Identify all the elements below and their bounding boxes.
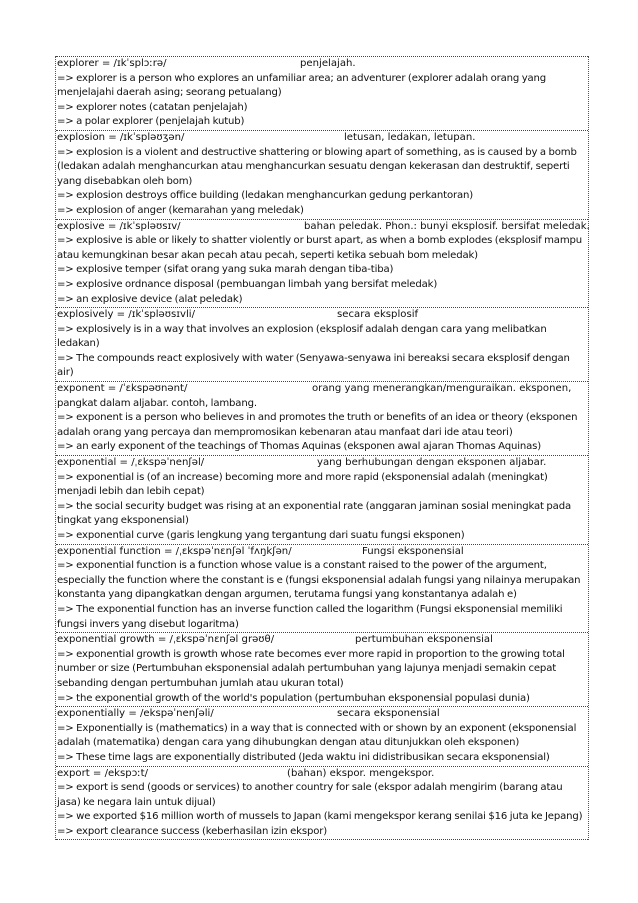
entry-line: => we exported $16 million worth of mussels to Japan (kami mengekspor kerang senilai $16 juta ke Jepang) (57, 811, 583, 823)
entry-headword: explorer = /ɪkˈsplɔːrə/ (57, 58, 167, 69)
dictionary-entry (56, 544, 588, 633)
entry-headline (57, 382, 587, 397)
entry-line: => exponential growth is growth whose rate becomes ever more rapid in proportion to the growing total number or size (Pertumbuhan eksponensial adalah pertumbuhan yang lajunya menjadi semakin cepat sebanding dengan pertumbuhan jumlah atau ukuran total) (57, 648, 565, 689)
dictionary-entry (56, 130, 588, 219)
entry-line: => explorer is a person who explores an unfamiliar area; an adventurer (explorer adalah orang yang menjelajahi daerah asing; seorang petualang) (57, 72, 547, 99)
entry-headline (57, 767, 587, 782)
entry-meaning: pertumbuhan eksponensial (355, 634, 493, 646)
entry-line: => explosive is able or likely to shatter violently or burst apart, as when a bomb explodes (eksplosif mampu atau kemungkinan besar akan pecah atau pecah, seperti ketika sebuah bom meledak) (57, 235, 583, 261)
dictionary-entry (56, 219, 588, 308)
entry-meaning: bahan peledak. Phon.: bunyi eksplosif. bersifat meledak. (304, 220, 590, 232)
entry-headword: exponential growth = /ˌɛkspəˈnɛnʃəl grəʊθ/ (57, 634, 275, 646)
entry-meaning: penjelajah. (300, 58, 356, 69)
entry-line: => The exponential function has an inverse function called the logarithm (Fungsi eksponensial memiliki fungsi invers yang disebut logaritma) (57, 603, 563, 630)
dictionary-entry (56, 455, 588, 544)
entry-headword: explosively = /ɪkˈspləʊsɪvli/ (57, 309, 195, 321)
dictionary-entry (56, 381, 588, 455)
entry-headline (57, 707, 587, 722)
entry-line: => explosive ordnance disposal (pembuangan limbah yang bersifat meledak) (57, 278, 438, 290)
dictionary-page (55, 56, 589, 840)
entry-headword: explosion = /ɪkˈspləʊʒən/ (57, 131, 185, 143)
dictionary-entry (56, 766, 588, 841)
entry-meaning: secara eksponensial (337, 708, 440, 720)
entry-headline (57, 308, 587, 323)
entry-line: => exponent is a person who believes in and promotes the truth or benefits of an idea or theory (eksponen adalah orang yang percaya dan mempromosikan kebenaran atau manfaat dari ide atau teori) (57, 412, 578, 438)
dictionary-entry (56, 307, 588, 381)
entry-line: => The compounds react explosively with water (Senyawa-senyawa ini bereaksi secara eksplosif dengan air) (57, 352, 570, 379)
entry-line: => the social security budget was rising at an exponential rate (anggaran jaminan sosial meningkat pada tingkat yang eksponensial) (57, 500, 572, 527)
entry-headline (57, 131, 587, 146)
entry-headline (57, 456, 587, 471)
entry-line: pangkat dalam aljabar. contoh, lambang. (57, 397, 257, 409)
entry-line: => an early exponent of the teachings of Thomas Aquinas (eksponen awal ajaran Thomas Aquinas) (57, 441, 542, 453)
entry-line: => the exponential growth of the world's population (pertumbuhan eksponensial populasi dunia) (57, 692, 530, 704)
entry-line: => exponential curve (garis lengkung yang tergantung dari suatu fungsi eksponen) (57, 530, 465, 541)
entry-headline (57, 57, 587, 72)
dictionary-entry (56, 632, 588, 706)
entry-line: => Exponentially is (mathematics) in a way that is connected with or shown by an exponent (eksponensial adalah (matematika) dengan cara yang dihubungkan dengan atau ditunjukkan oleh eksponen) (57, 722, 577, 749)
entry-headword: exponential function = /ˌɛkspəˈnɛnʃəl ˈfʌŋkʃən/ (57, 545, 292, 557)
entry-line: => explosion is a violent and destructive shattering or blowing apart of something, as is caused by a bomb (ledakan adalah menghancurkan atau menghancurkan sesuatu dengan kekerasan dan destruktif, seperti yang disebabkan oleh bom) (57, 146, 577, 187)
entry-headword: exponentially = /ekspəˈnenʃəli/ (57, 708, 214, 720)
entry-line: => exponential function is a function whose value is a constant raised to the power of the argument, especially the function where the constant is e (fungsi eksponensial adalah fungsi yang nilainya merupakan konstanta yang dipangkatkan dengan argumen, terutama fungsi yang konstantanya adalah e) (57, 560, 581, 601)
entry-headword: exponent = /ˈɛkspəʊnənt/ (57, 383, 188, 395)
dictionary-entry (56, 56, 588, 130)
entry-headword: export = /ekspɔːt/ (57, 767, 148, 779)
entry-line: => an explosive device (alat peledak) (57, 293, 243, 305)
entry-headword: exponential = /ˌɛkspəˈnenʃəl/ (57, 457, 205, 469)
entry-meaning: yang berhubungan dengan eksponen aljabar. (317, 457, 547, 469)
entry-line: => explosive temper (sifat orang yang suka marah dengan tiba-tiba) (57, 264, 394, 276)
entry-line: => explosively is in a way that involves an explosion (eksplosif adalah dengan cara yang melibatkan ledakan) (57, 323, 547, 350)
entry-line: => These time lags are exponentially distributed (Jeda waktu ini didistribusikan secara eksponensial) (57, 751, 550, 763)
entry-line: => export clearance success (keberhasilan izin ekspor) (57, 825, 328, 837)
entry-meaning: secara eksplosif (337, 309, 419, 321)
entry-meaning: letusan, ledakan, letupan. (344, 131, 476, 143)
entry-headword: explosive = /ɪkˈspləʊsɪv/ (57, 220, 181, 232)
entry-line: => explosion of anger (kemarahan yang meledak) (57, 204, 304, 216)
entry-headline (57, 633, 587, 648)
entry-meaning: orang yang menerangkan/menguraikan. eksponen, (312, 383, 572, 395)
entry-meaning: Fungsi eksponensial (362, 545, 464, 557)
entry-line: => a polar explorer (penjelajah kutub) (57, 116, 245, 128)
entry-headline (57, 220, 590, 235)
entry-meaning: (bahan) ekspor. mengekspor. (287, 767, 435, 779)
entry-line: => explosion destroys office building (ledakan menghancurkan gedung perkantoran) (57, 190, 474, 202)
entry-line: => export is send (goods or services) to another country for sale (ekspor adalah mengirim (barang atau jasa) ke negara lain untuk dijual) (57, 782, 563, 808)
entry-line: => explorer notes (catatan penjelajah) (57, 101, 248, 113)
entry-headline (57, 545, 587, 560)
entry-line: => exponential is (of an increase) becoming more and more rapid (eksponensial adalah (meningkat) menjadi lebih dan lebih cepat) (57, 471, 548, 498)
dictionary-entry (56, 706, 588, 765)
